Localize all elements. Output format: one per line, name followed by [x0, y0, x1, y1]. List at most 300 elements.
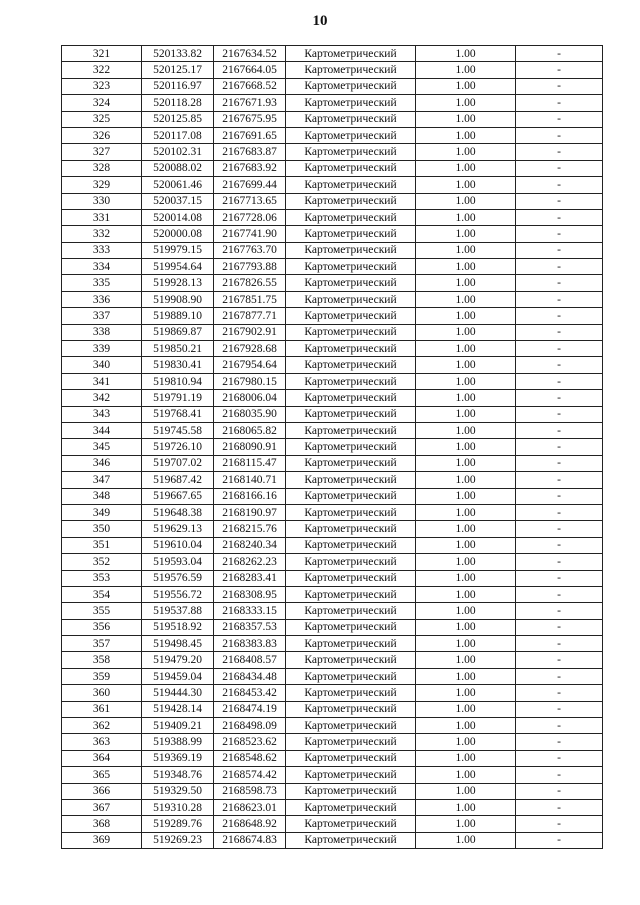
x-coordinate-cell: 520088.02	[142, 160, 214, 176]
y-coordinate-cell: 2167851.75	[214, 291, 286, 307]
table-row	[62, 78, 603, 94]
accuracy-cell: 1.00	[416, 308, 516, 324]
method-cell: Картометрический	[286, 570, 416, 586]
method-cell: Картометрический	[286, 209, 416, 225]
point-number-cell: 354	[62, 586, 142, 602]
accuracy-cell: 1.00	[416, 586, 516, 602]
table-row	[62, 406, 603, 422]
y-coordinate-cell: 2168240.34	[214, 537, 286, 553]
x-coordinate-cell: 520102.31	[142, 144, 214, 160]
y-coordinate-cell: 2168262.23	[214, 554, 286, 570]
method-cell: Картометрический	[286, 406, 416, 422]
description-cell: -	[516, 537, 603, 553]
y-coordinate-cell: 2168166.16	[214, 488, 286, 504]
table-row	[62, 537, 603, 553]
accuracy-cell: 1.00	[416, 504, 516, 520]
table-row	[62, 127, 603, 143]
accuracy-cell: 1.00	[416, 95, 516, 111]
method-cell: Картометрический	[286, 537, 416, 553]
x-coordinate-cell: 519889.10	[142, 308, 214, 324]
y-coordinate-cell: 2168434.48	[214, 668, 286, 684]
y-coordinate-cell: 2167634.52	[214, 46, 286, 62]
accuracy-cell: 1.00	[416, 46, 516, 62]
x-coordinate-cell: 519869.87	[142, 324, 214, 340]
method-cell: Картометрический	[286, 701, 416, 717]
point-number-cell: 336	[62, 291, 142, 307]
table-row	[62, 95, 603, 111]
x-coordinate-cell: 519610.04	[142, 537, 214, 553]
point-number-cell: 334	[62, 259, 142, 275]
point-number-cell: 350	[62, 521, 142, 537]
x-coordinate-cell: 519908.90	[142, 291, 214, 307]
y-coordinate-cell: 2168474.19	[214, 701, 286, 717]
method-cell: Картометрический	[286, 390, 416, 406]
method-cell: Картометрический	[286, 226, 416, 242]
method-cell: Картометрический	[286, 816, 416, 832]
method-cell: Картометрический	[286, 750, 416, 766]
accuracy-cell: 1.00	[416, 111, 516, 127]
x-coordinate-cell: 520116.97	[142, 78, 214, 94]
x-coordinate-cell: 519348.76	[142, 767, 214, 783]
description-cell: -	[516, 701, 603, 717]
accuracy-cell: 1.00	[416, 406, 516, 422]
table-row	[62, 488, 603, 504]
table-row	[62, 750, 603, 766]
accuracy-cell: 1.00	[416, 537, 516, 553]
table-row	[62, 504, 603, 520]
table-row	[62, 357, 603, 373]
description-cell: -	[516, 177, 603, 193]
y-coordinate-cell: 2168408.57	[214, 652, 286, 668]
table-row	[62, 652, 603, 668]
description-cell: -	[516, 259, 603, 275]
table-row	[62, 701, 603, 717]
point-number-cell: 338	[62, 324, 142, 340]
method-cell: Картометрический	[286, 291, 416, 307]
table-row	[62, 816, 603, 832]
method-cell: Картометрический	[286, 439, 416, 455]
table-row	[62, 422, 603, 438]
method-cell: Картометрический	[286, 177, 416, 193]
accuracy-cell: 1.00	[416, 570, 516, 586]
y-coordinate-cell: 2167928.68	[214, 341, 286, 357]
description-cell: -	[516, 144, 603, 160]
table-row	[62, 767, 603, 783]
method-cell: Картометрический	[286, 636, 416, 652]
point-number-cell: 328	[62, 160, 142, 176]
table-row	[62, 603, 603, 619]
point-number-cell: 362	[62, 718, 142, 734]
point-number-cell: 331	[62, 209, 142, 225]
table-row	[62, 472, 603, 488]
method-cell: Картометрический	[286, 275, 416, 291]
method-cell: Картометрический	[286, 259, 416, 275]
point-number-cell: 352	[62, 554, 142, 570]
table-row	[62, 619, 603, 635]
accuracy-cell: 1.00	[416, 734, 516, 750]
x-coordinate-cell: 519791.19	[142, 390, 214, 406]
method-cell: Картометрический	[286, 586, 416, 602]
method-cell: Картометрический	[286, 685, 416, 701]
method-cell: Картометрический	[286, 324, 416, 340]
point-number-cell: 369	[62, 832, 142, 848]
description-cell: -	[516, 554, 603, 570]
description-cell: -	[516, 406, 603, 422]
accuracy-cell: 1.00	[416, 62, 516, 78]
description-cell: -	[516, 750, 603, 766]
point-number-cell: 365	[62, 767, 142, 783]
x-coordinate-cell: 520125.85	[142, 111, 214, 127]
y-coordinate-cell: 2168215.76	[214, 521, 286, 537]
description-cell: -	[516, 816, 603, 832]
x-coordinate-cell: 519409.21	[142, 718, 214, 734]
method-cell: Картометрический	[286, 783, 416, 799]
accuracy-cell: 1.00	[416, 160, 516, 176]
x-coordinate-cell: 520037.15	[142, 193, 214, 209]
point-number-cell: 343	[62, 406, 142, 422]
table-row	[62, 455, 603, 471]
point-number-cell: 344	[62, 422, 142, 438]
point-number-cell: 359	[62, 668, 142, 684]
method-cell: Картометрический	[286, 799, 416, 815]
description-cell: -	[516, 373, 603, 389]
accuracy-cell: 1.00	[416, 767, 516, 783]
x-coordinate-cell: 519556.72	[142, 586, 214, 602]
y-coordinate-cell: 2168574.42	[214, 767, 286, 783]
method-cell: Картометрический	[286, 455, 416, 471]
y-coordinate-cell: 2167980.15	[214, 373, 286, 389]
x-coordinate-cell: 519850.21	[142, 341, 214, 357]
description-cell: -	[516, 193, 603, 209]
description-cell: -	[516, 291, 603, 307]
method-cell: Картометрический	[286, 46, 416, 62]
x-coordinate-cell: 519726.10	[142, 439, 214, 455]
point-number-cell: 345	[62, 439, 142, 455]
description-cell: -	[516, 685, 603, 701]
x-coordinate-cell: 520014.08	[142, 209, 214, 225]
description-cell: -	[516, 521, 603, 537]
method-cell: Картометрический	[286, 127, 416, 143]
description-cell: -	[516, 718, 603, 734]
y-coordinate-cell: 2167668.52	[214, 78, 286, 94]
x-coordinate-cell: 520133.82	[142, 46, 214, 62]
x-coordinate-cell: 520118.28	[142, 95, 214, 111]
table-row	[62, 685, 603, 701]
x-coordinate-cell: 519310.28	[142, 799, 214, 815]
description-cell: -	[516, 422, 603, 438]
description-cell: -	[516, 636, 603, 652]
coordinates-table-body	[62, 46, 603, 849]
table-row	[62, 734, 603, 750]
table-row	[62, 275, 603, 291]
table-row	[62, 242, 603, 258]
point-number-cell: 358	[62, 652, 142, 668]
y-coordinate-cell: 2167902.91	[214, 324, 286, 340]
description-cell: -	[516, 242, 603, 258]
y-coordinate-cell: 2168648.92	[214, 816, 286, 832]
method-cell: Картометрический	[286, 111, 416, 127]
accuracy-cell: 1.00	[416, 668, 516, 684]
coordinates-table	[61, 45, 603, 849]
y-coordinate-cell: 2167683.87	[214, 144, 286, 160]
accuracy-cell: 1.00	[416, 357, 516, 373]
method-cell: Картометрический	[286, 668, 416, 684]
x-coordinate-cell: 519329.50	[142, 783, 214, 799]
point-number-cell: 342	[62, 390, 142, 406]
point-number-cell: 357	[62, 636, 142, 652]
y-coordinate-cell: 2167683.92	[214, 160, 286, 176]
accuracy-cell: 1.00	[416, 324, 516, 340]
description-cell: -	[516, 504, 603, 520]
table-row	[62, 570, 603, 586]
method-cell: Картометрический	[286, 603, 416, 619]
description-cell: -	[516, 586, 603, 602]
y-coordinate-cell: 2168598.73	[214, 783, 286, 799]
point-number-cell: 366	[62, 783, 142, 799]
point-number-cell: 321	[62, 46, 142, 62]
accuracy-cell: 1.00	[416, 439, 516, 455]
description-cell: -	[516, 472, 603, 488]
point-number-cell: 322	[62, 62, 142, 78]
point-number-cell: 351	[62, 537, 142, 553]
table-row	[62, 291, 603, 307]
x-coordinate-cell: 519830.41	[142, 357, 214, 373]
description-cell: -	[516, 308, 603, 324]
point-number-cell: 332	[62, 226, 142, 242]
y-coordinate-cell: 2168357.53	[214, 619, 286, 635]
y-coordinate-cell: 2168308.95	[214, 586, 286, 602]
method-cell: Картометрический	[286, 341, 416, 357]
accuracy-cell: 1.00	[416, 259, 516, 275]
method-cell: Картометрический	[286, 160, 416, 176]
y-coordinate-cell: 2168006.04	[214, 390, 286, 406]
method-cell: Картометрический	[286, 619, 416, 635]
accuracy-cell: 1.00	[416, 390, 516, 406]
x-coordinate-cell: 519979.15	[142, 242, 214, 258]
accuracy-cell: 1.00	[416, 193, 516, 209]
y-coordinate-cell: 2167713.65	[214, 193, 286, 209]
accuracy-cell: 1.00	[416, 291, 516, 307]
accuracy-cell: 1.00	[416, 783, 516, 799]
accuracy-cell: 1.00	[416, 521, 516, 537]
accuracy-cell: 1.00	[416, 209, 516, 225]
accuracy-cell: 1.00	[416, 144, 516, 160]
y-coordinate-cell: 2167763.70	[214, 242, 286, 258]
accuracy-cell: 1.00	[416, 177, 516, 193]
x-coordinate-cell: 519928.13	[142, 275, 214, 291]
y-coordinate-cell: 2168283.41	[214, 570, 286, 586]
y-coordinate-cell: 2168140.71	[214, 472, 286, 488]
point-number-cell: 348	[62, 488, 142, 504]
x-coordinate-cell: 519518.92	[142, 619, 214, 635]
x-coordinate-cell: 519428.14	[142, 701, 214, 717]
accuracy-cell: 1.00	[416, 619, 516, 635]
point-number-cell: 340	[62, 357, 142, 373]
accuracy-cell: 1.00	[416, 816, 516, 832]
accuracy-cell: 1.00	[416, 373, 516, 389]
table-row	[62, 718, 603, 734]
description-cell: -	[516, 652, 603, 668]
table-row	[62, 521, 603, 537]
y-coordinate-cell: 2167728.06	[214, 209, 286, 225]
x-coordinate-cell: 520117.08	[142, 127, 214, 143]
x-coordinate-cell: 519687.42	[142, 472, 214, 488]
accuracy-cell: 1.00	[416, 488, 516, 504]
description-cell: -	[516, 767, 603, 783]
description-cell: -	[516, 226, 603, 242]
table-row	[62, 636, 603, 652]
table-row	[62, 324, 603, 340]
accuracy-cell: 1.00	[416, 226, 516, 242]
accuracy-cell: 1.00	[416, 422, 516, 438]
point-number-cell: 337	[62, 308, 142, 324]
point-number-cell: 324	[62, 95, 142, 111]
description-cell: -	[516, 455, 603, 471]
point-number-cell: 329	[62, 177, 142, 193]
method-cell: Картометрический	[286, 767, 416, 783]
table-row	[62, 554, 603, 570]
point-number-cell: 364	[62, 750, 142, 766]
method-cell: Картометрический	[286, 652, 416, 668]
y-coordinate-cell: 2168115.47	[214, 455, 286, 471]
table-row	[62, 832, 603, 848]
x-coordinate-cell: 520125.17	[142, 62, 214, 78]
method-cell: Картометрический	[286, 734, 416, 750]
x-coordinate-cell: 519629.13	[142, 521, 214, 537]
point-number-cell: 363	[62, 734, 142, 750]
x-coordinate-cell: 519667.65	[142, 488, 214, 504]
accuracy-cell: 1.00	[416, 636, 516, 652]
point-number-cell: 341	[62, 373, 142, 389]
x-coordinate-cell: 519498.45	[142, 636, 214, 652]
table-row	[62, 193, 603, 209]
y-coordinate-cell: 2168090.91	[214, 439, 286, 455]
table-row	[62, 111, 603, 127]
accuracy-cell: 1.00	[416, 718, 516, 734]
method-cell: Картометрический	[286, 308, 416, 324]
description-cell: -	[516, 357, 603, 373]
description-cell: -	[516, 439, 603, 455]
x-coordinate-cell: 519444.30	[142, 685, 214, 701]
y-coordinate-cell: 2168548.62	[214, 750, 286, 766]
method-cell: Картометрический	[286, 193, 416, 209]
table-row	[62, 209, 603, 225]
method-cell: Картометрический	[286, 95, 416, 111]
table-row	[62, 259, 603, 275]
x-coordinate-cell: 519576.59	[142, 570, 214, 586]
method-cell: Картометрический	[286, 554, 416, 570]
description-cell: -	[516, 390, 603, 406]
method-cell: Картометрический	[286, 62, 416, 78]
table-row	[62, 799, 603, 815]
method-cell: Картометрический	[286, 422, 416, 438]
x-coordinate-cell: 519479.20	[142, 652, 214, 668]
y-coordinate-cell: 2167793.88	[214, 259, 286, 275]
x-coordinate-cell: 519707.02	[142, 455, 214, 471]
y-coordinate-cell: 2167826.55	[214, 275, 286, 291]
y-coordinate-cell: 2168523.62	[214, 734, 286, 750]
table-row	[62, 439, 603, 455]
x-coordinate-cell: 519648.38	[142, 504, 214, 520]
method-cell: Картометрический	[286, 488, 416, 504]
method-cell: Картометрический	[286, 832, 416, 848]
y-coordinate-cell: 2168498.09	[214, 718, 286, 734]
y-coordinate-cell: 2167675.95	[214, 111, 286, 127]
y-coordinate-cell: 2167699.44	[214, 177, 286, 193]
y-coordinate-cell: 2168674.83	[214, 832, 286, 848]
x-coordinate-cell: 519768.41	[142, 406, 214, 422]
y-coordinate-cell: 2167691.65	[214, 127, 286, 143]
y-coordinate-cell: 2167664.05	[214, 62, 286, 78]
accuracy-cell: 1.00	[416, 78, 516, 94]
point-number-cell: 361	[62, 701, 142, 717]
description-cell: -	[516, 324, 603, 340]
x-coordinate-cell: 519369.19	[142, 750, 214, 766]
point-number-cell: 323	[62, 78, 142, 94]
point-number-cell: 327	[62, 144, 142, 160]
x-coordinate-cell: 519593.04	[142, 554, 214, 570]
y-coordinate-cell: 2167954.64	[214, 357, 286, 373]
y-coordinate-cell: 2168383.83	[214, 636, 286, 652]
accuracy-cell: 1.00	[416, 603, 516, 619]
description-cell: -	[516, 619, 603, 635]
table-row	[62, 668, 603, 684]
point-number-cell: 335	[62, 275, 142, 291]
method-cell: Картометрический	[286, 373, 416, 389]
accuracy-cell: 1.00	[416, 750, 516, 766]
accuracy-cell: 1.00	[416, 685, 516, 701]
point-number-cell: 353	[62, 570, 142, 586]
description-cell: -	[516, 95, 603, 111]
table-row	[62, 783, 603, 799]
y-coordinate-cell: 2168453.42	[214, 685, 286, 701]
x-coordinate-cell: 519459.04	[142, 668, 214, 684]
y-coordinate-cell: 2168333.15	[214, 603, 286, 619]
accuracy-cell: 1.00	[416, 127, 516, 143]
table-row	[62, 308, 603, 324]
method-cell: Картометрический	[286, 357, 416, 373]
accuracy-cell: 1.00	[416, 652, 516, 668]
table-row	[62, 46, 603, 62]
description-cell: -	[516, 668, 603, 684]
point-number-cell: 367	[62, 799, 142, 815]
description-cell: -	[516, 488, 603, 504]
y-coordinate-cell: 2168065.82	[214, 422, 286, 438]
table-row	[62, 226, 603, 242]
x-coordinate-cell: 520000.08	[142, 226, 214, 242]
x-coordinate-cell: 519537.88	[142, 603, 214, 619]
y-coordinate-cell: 2168190.97	[214, 504, 286, 520]
description-cell: -	[516, 275, 603, 291]
page-number: 10	[312, 13, 328, 29]
table-row	[62, 144, 603, 160]
description-cell: -	[516, 78, 603, 94]
table-row	[62, 390, 603, 406]
accuracy-cell: 1.00	[416, 554, 516, 570]
accuracy-cell: 1.00	[416, 275, 516, 291]
point-number-cell: 356	[62, 619, 142, 635]
x-coordinate-cell: 519289.76	[142, 816, 214, 832]
accuracy-cell: 1.00	[416, 341, 516, 357]
method-cell: Картометрический	[286, 472, 416, 488]
accuracy-cell: 1.00	[416, 701, 516, 717]
description-cell: -	[516, 62, 603, 78]
y-coordinate-cell: 2168623.01	[214, 799, 286, 815]
table-row	[62, 341, 603, 357]
description-cell: -	[516, 799, 603, 815]
table-row	[62, 373, 603, 389]
accuracy-cell: 1.00	[416, 455, 516, 471]
